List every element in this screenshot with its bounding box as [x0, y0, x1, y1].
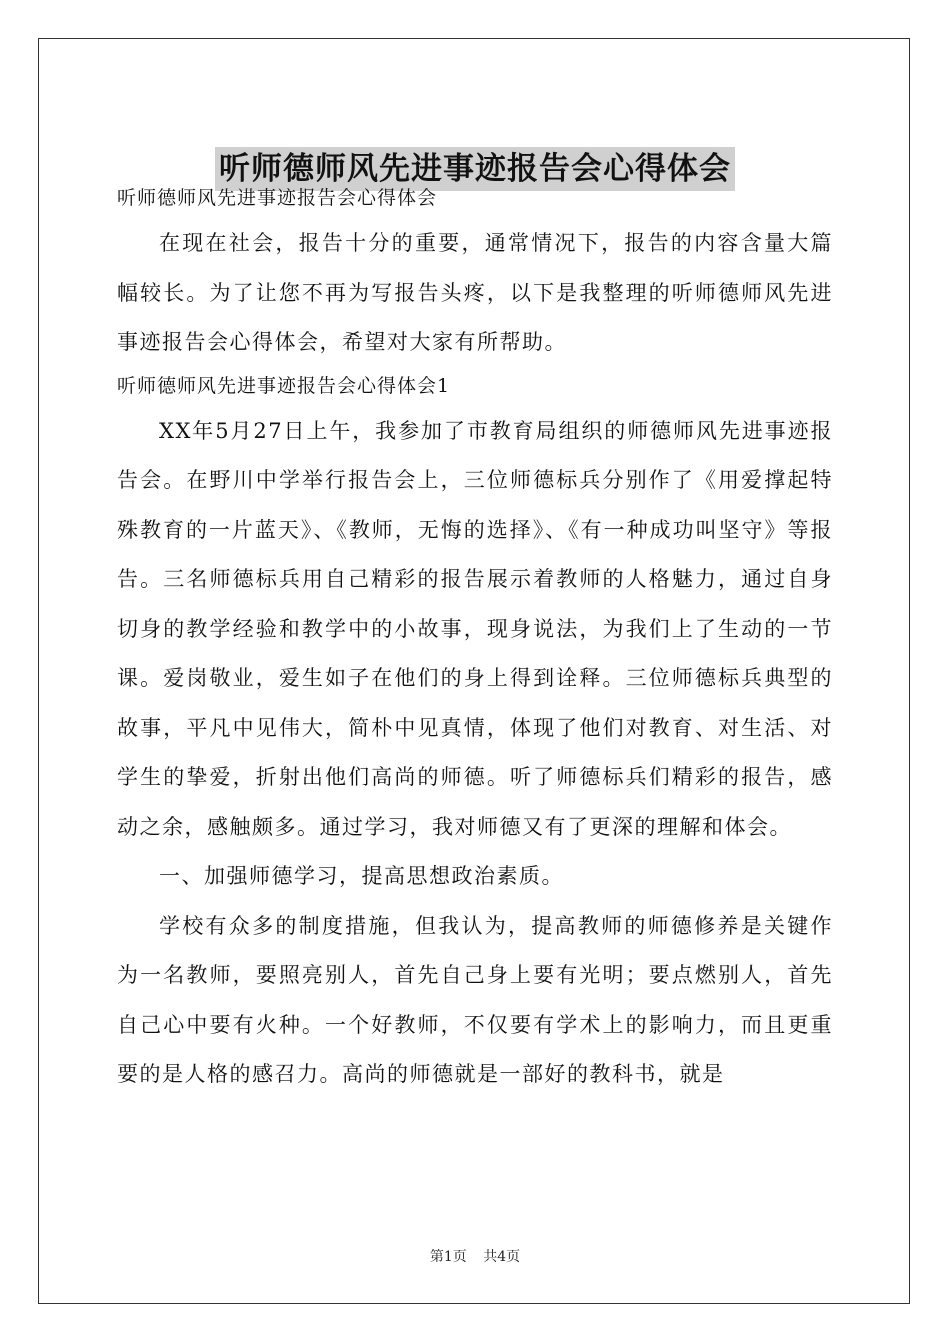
document-body: [117, 180, 833, 1100]
document-title: 听师德师风先进事迹报告会心得体会: [215, 147, 735, 191]
body-paragraph-2: 一、加强师德学习，提高思想政治素质。: [159, 864, 564, 888]
page-total: 共4页: [483, 1249, 521, 1265]
body-paragraph-1: XX年5月27日上午，我参加了市教育局组织的师德师风先进事迹报告会。在野川中学举行报告会上，三位师德标兵分别作了《用爱撑起特殊教育的一片蓝天》、《教师，无悔的选择》、《有一种成功叫坚守》等报告。三名师德标兵用自己精彩的报告展示着教师的人格魅力，通过自身切身的教学经验和教学中的小故事，现身说法，为我们上了生动的一节课。爱岗敬业，爱生如子在他们的身上得到诠释。三位师德标兵典型的故事，平凡中见伟大，简朴中见真情，体现了他们对教育、对生活、对学生的挚爱，折射出他们高尚的师德。听了师德标兵们精彩的报告，感动之余，感触颇多。通过学习，我对师德又有了更深的理解和体会。: [117, 418, 833, 839]
section-title: 听师德师风先进事迹报告会心得体会1: [117, 374, 451, 397]
intro-paragraph: 在现在社会，报告十分的重要，通常情况下，报告的内容含量大篇幅较长。为了让您不再为写报告头疼，以下是我整理的听师德师风先进事迹报告会心得体会，希望对大家有所帮助。: [117, 231, 833, 354]
page-footer: [0, 1247, 950, 1267]
body-paragraph-3: 学校有众多的制度措施，但我认为，提高教师的师德修养是关键作为一名教师，要照亮别人，首先自己身上要有光明；要点燃别人，首先自己心中要有火种。一个好教师，不仅要有学术上的影响力，而且更重要的是人格的感召力。高尚的师德就是一部好的教科书，就是: [117, 913, 833, 1086]
document-subtitle: 听师德师风先进事迹报告会心得体会: [117, 187, 438, 209]
page-number: 第1页: [429, 1249, 467, 1265]
